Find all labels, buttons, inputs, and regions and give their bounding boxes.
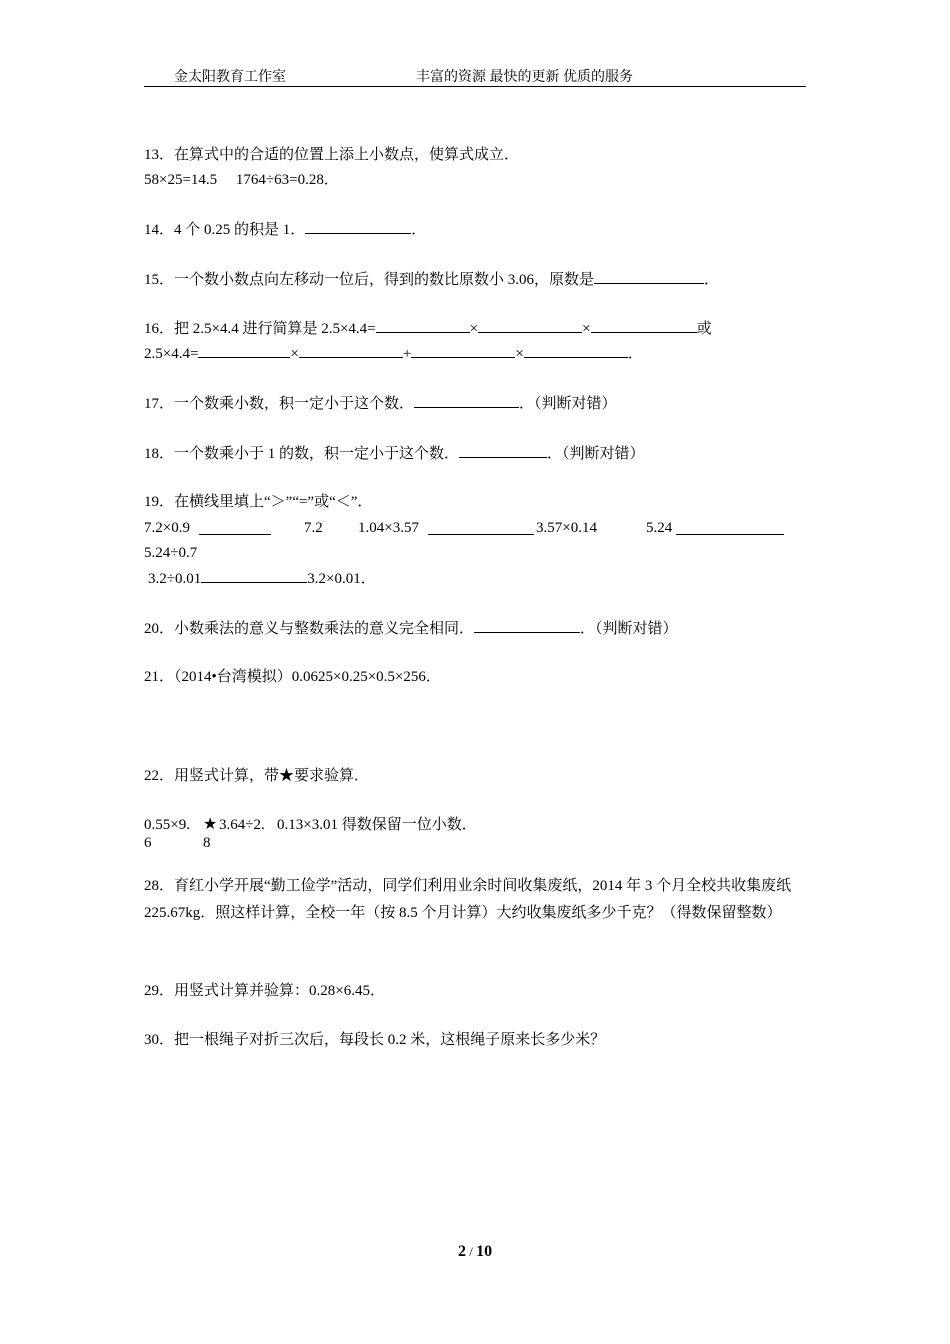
question-15-end: ．	[704, 272, 720, 288]
times-sign: ×	[290, 346, 299, 362]
question-14-end: ．	[411, 222, 427, 238]
plus-sign: +	[402, 346, 412, 362]
question-19: 19．在横线里填上“＞”“=”或“＜”．	[144, 494, 373, 510]
answer-blank[interactable]	[201, 568, 307, 583]
question-13: 13．在算式中的合适的位置上添上小数点，使算式成立．	[144, 147, 520, 163]
total-pages: 10	[476, 1243, 493, 1260]
question-19-row3	[148, 568, 376, 589]
answer-blank[interactable]	[459, 443, 547, 458]
question-17-text: 17．一个数乘小数，积一定小于这个数．	[144, 396, 415, 412]
question-14	[144, 219, 426, 240]
answer-blank[interactable]	[299, 343, 403, 358]
question-16-line1	[144, 318, 712, 339]
star-icon: ★	[203, 816, 218, 833]
answer-blank[interactable]	[474, 618, 580, 633]
question-30: 30．把一根绳子对折三次后，每段长 0.2 米，这根绳子原来长多少米？	[144, 1032, 606, 1048]
compare-b-right: 3.57×0.14	[536, 520, 597, 536]
answer-blank[interactable]	[676, 520, 784, 535]
question-17	[144, 393, 617, 414]
question-16-text2: 2.5×4.4=	[144, 346, 199, 362]
question-15-text: 15．一个数小数点向左移动一位后，得到的数比原数小 3.06，原数是	[144, 272, 595, 288]
header-right: 丰富的资源 最快的更新 优质的服务	[416, 70, 633, 85]
calc-item-1: 0.55×9.	[144, 817, 190, 833]
question-20-end: ．（判断对错）	[580, 621, 678, 637]
question-20-text: 20．小数乘法的意义与整数乘法的意义完全相同．	[144, 621, 475, 637]
page-separator: /	[465, 1244, 477, 1259]
question-19-row2: 5.24÷0.7	[144, 545, 198, 561]
answer-blank[interactable]	[478, 318, 582, 333]
question-20	[144, 618, 678, 639]
answer-blank[interactable]	[594, 269, 704, 284]
answer-blank[interactable]	[376, 318, 470, 333]
compare-a-right: 7.2	[304, 520, 323, 536]
calc-item-1-cont: 6	[144, 835, 152, 851]
question-16-end: ．	[627, 346, 643, 362]
answer-blank[interactable]	[198, 343, 290, 358]
question-28: 28．育红小学开展“勤工俭学”活动，同学们利用业余时间收集废纸，2014 年 3 个月全校共收集废纸 225.67kg．照这样计算，全校一年（按 8.5 个月计算）大约收集废纸多少千克？（得数保留整数）	[144, 878, 792, 921]
times-sign: ×	[582, 321, 591, 337]
calc-item-2: 3.64÷2.	[219, 817, 265, 833]
question-29: 29．用竖式计算并验算：0.28×6.45．	[144, 983, 385, 999]
current-page: 2	[457, 1243, 466, 1260]
compare-c-left: 5.24	[646, 520, 673, 536]
answer-blank[interactable]	[411, 343, 515, 358]
answer-blank[interactable]	[428, 520, 534, 535]
question-18	[144, 443, 645, 464]
answer-blank[interactable]	[524, 343, 628, 358]
compare-d-right: 3.2×0.01．	[307, 571, 376, 587]
page-header	[144, 66, 806, 87]
answer-blank[interactable]	[199, 520, 271, 535]
question-22: 22．用竖式计算，带★要求验算．	[144, 768, 370, 784]
question-14-text: 14．4 个 0.25 的积是 1．	[144, 222, 306, 238]
or-text: 或	[696, 321, 712, 337]
calc-item-2-cont: 8	[203, 835, 211, 851]
compare-a-left: 7.2×0.9	[144, 520, 190, 536]
times-sign: ×	[515, 346, 524, 362]
question-16-text: 16．把 2.5×4.4 进行简算是 2.5×4.4=	[144, 321, 376, 337]
compare-b-left: 1.04×3.57	[358, 520, 419, 536]
answer-blank[interactable]	[305, 219, 411, 234]
question-16-line2	[144, 343, 643, 364]
question-18-text: 18．一个数乘小于 1 的数，积一定小于这个数．	[144, 446, 460, 462]
question-18-end: ．（判断对错）	[547, 446, 645, 462]
header-left: 金太阳教育工作室	[174, 70, 286, 85]
answer-blank[interactable]	[414, 393, 519, 408]
answer-blank[interactable]	[591, 318, 697, 333]
question-17-end: ．（判断对错）	[519, 396, 617, 412]
question-15	[144, 269, 719, 290]
page-number	[0, 1243, 950, 1261]
calc-item-3: 0.13×3.01 得数保留一位小数．	[277, 817, 477, 833]
compare-d-left: 3.2÷0.01	[148, 571, 202, 587]
question-21: 21．（2014•台湾模拟）0.0625×0.25×0.5×256．	[144, 669, 441, 685]
question-13-equations: 58×25=14.5 1764÷63=0.28．	[144, 172, 339, 188]
times-sign: ×	[469, 321, 479, 337]
